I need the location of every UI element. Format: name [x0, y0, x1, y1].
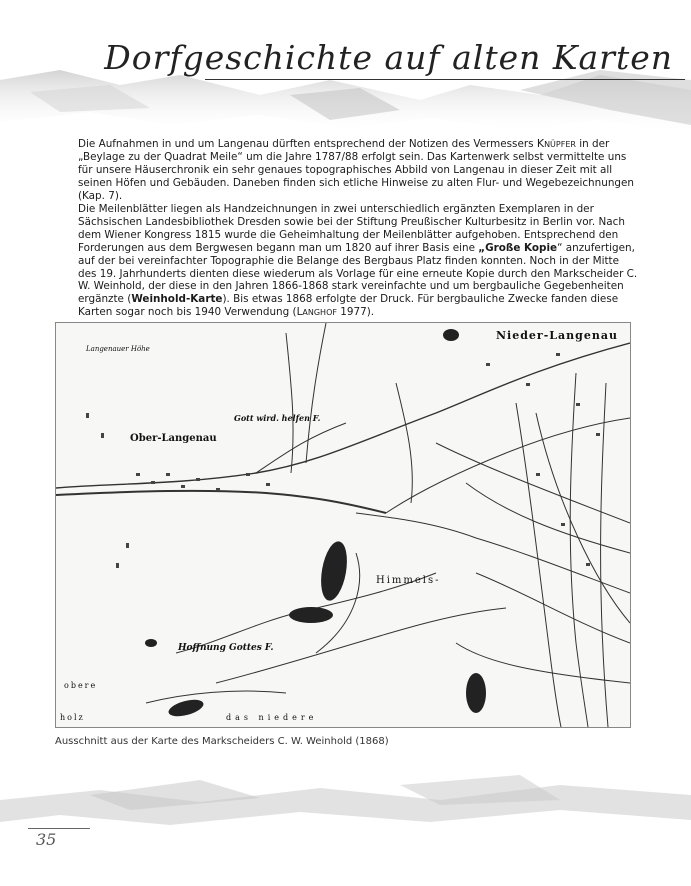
paragraph-2: Die Meilenblätter liegen als Handzeichnungen in zwei unterschiedlich ergänzten Exemplaren in der Sächsischen Landesbibliothek Dresden sowie bei der Stiftung Preußischer Kulturbesitz in Berlin vor. Nach dem Wiener Kongress 1815 wurde die Geheimhaltung der Meilenblätter aufgehoben. Entsprechend den Forderungen aus dem Bergwesen begann man um 1820 auf ihrer Basis eine „Große Kopie“ anzufertigen, auf der bei vereinfachter Topographie die Belange des Bergbaus Platz finden konnten. Noch in der Mitte des 19. Jahrhunderts dienten diese wiederum als Vorlage für eine erneute Kopie durch den Markscheider C. W. Weinhold, der diese in den Jahren 1866-1868 stark vereinfachte und um bergbauliche Gegebenheiten ergänzte (Weinhold-Karte). Bis etwas 1868 erfolgte der Druck. Für bergbauliche Zwecke fanden diese Karten sogar noch bis 1940 Verwendung (LANGHOF 1977).: [78, 202, 638, 319]
page-number: 35: [36, 830, 57, 849]
title-underline: [205, 79, 685, 80]
citation-author: LANGHOF: [296, 306, 337, 319]
map-label-hoffnung-gottes: Hoffnung Gottes F.: [178, 643, 274, 653]
map-label-gott-wird-helfen: Gott wird. helfen F.: [234, 413, 321, 423]
map-label-nieder-langenau: Nieder-Langenau: [496, 329, 618, 342]
map-caption: Ausschnitt aus der Karte des Markscheiders C. W. Weinhold (1868): [55, 736, 389, 747]
map-label-langenauer-hoehe: Langenauer Höhe: [86, 345, 150, 353]
bold-term-weinhold-karte: Weinhold-Karte: [131, 293, 223, 306]
map-label-himmels: Himmels-: [376, 575, 441, 586]
map-label-das-niedere: das niedere: [226, 713, 318, 722]
footer-rule: [28, 828, 90, 829]
footer-wash-decoration: [0, 740, 691, 835]
body-text: [78, 138, 638, 320]
historic-map-image: [55, 322, 631, 728]
bold-term-grosse-kopie: „Große Kopie: [478, 241, 558, 254]
author-name: Knüpfer: [536, 137, 576, 150]
map-label-ober-langenau: Ober-Langenau: [130, 433, 217, 444]
paragraph-1: Die Aufnahmen in und um Langenau dürften entsprechend der Notizen des Vermessers Knüpfer in der „Beylage zu der Quadrat Meile“ um die Jahre 1787/88 erfolgt sein. Das Kartenwerk selbst vermittelte uns für unsere Häuserchronik ein sehr genaues topographisches Abbild von Langenau in dieser Zeit mit all seinen Höfen und Gebäuden. Daneben finden sich etliche Hinweise zu alten Flur- und Wegebezeichnungen (Kap. 7).: [78, 137, 634, 202]
map-label-obere: obere: [64, 681, 98, 690]
map-drawing: [56, 323, 630, 727]
map-label-holz: holz: [60, 713, 85, 722]
page-title: Dorfgeschichte auf alten Karten: [104, 38, 673, 77]
